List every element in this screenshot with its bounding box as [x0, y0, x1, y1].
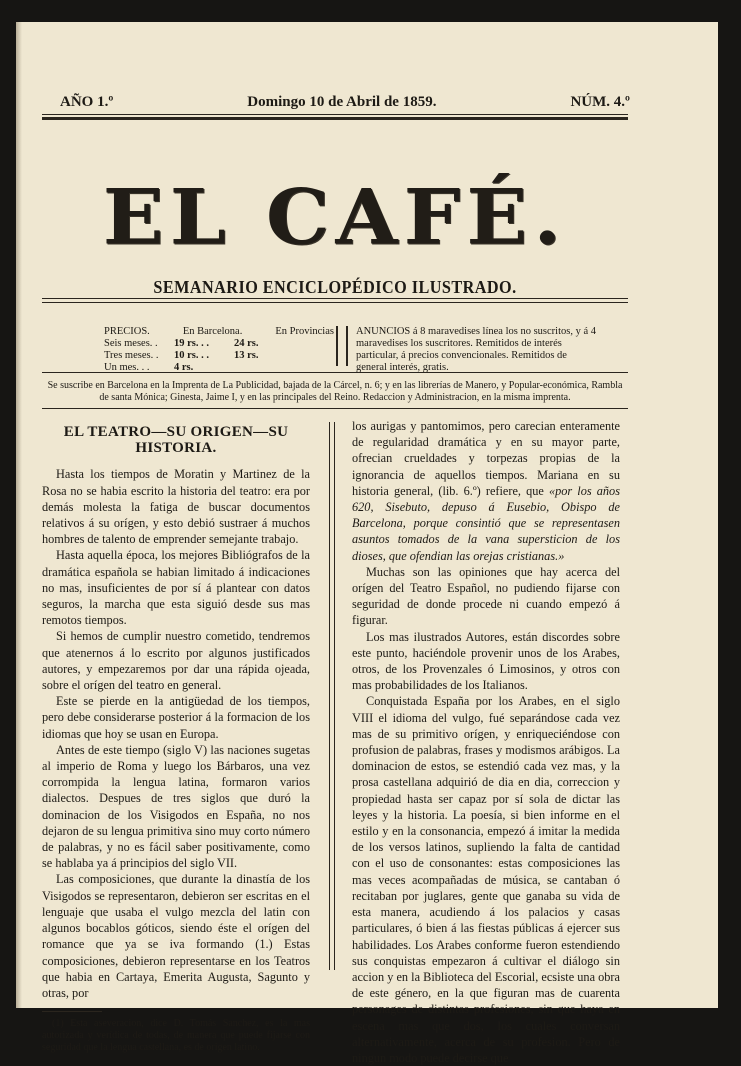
issue-line	[60, 94, 630, 111]
article-paragraph: Hasta los tiempos de Moratin y Martinez de la Rosa no se habia escrito la historia del teatro: era por demás molesta la fatiga de buscar documentos relativos á su orígen, y esto debió sustraer á muchos hombres de talento de emprender semejante trabajo.	[42, 467, 310, 547]
advert-rates: ANUNCIOS á 8 maravedises línea los no suscritos, y á 4 maravedises los suscritores. Remitidos de interés particular, á precios convencionales. Remitidos de general interés, gratis.	[356, 326, 597, 373]
price-period: Seis meses. .	[104, 338, 158, 349]
price-period: Un mes. . .	[104, 362, 150, 373]
rule-above-notice	[42, 372, 628, 373]
price-barcelona: 10 rs. . .	[174, 350, 209, 361]
issue-date: Domingo 10 de Abril de 1859.	[247, 94, 437, 110]
masthead-subtitle: SEMANARIO ENCICLOPÉDICO ILUSTRADO.	[153, 277, 517, 297]
header-divider-bar	[336, 326, 348, 366]
prices-col-provinces: En Provincias	[275, 326, 334, 337]
quoted-text: «por los años 620, Sisebuto, depuso á Eusebio, Obispo de Barcelona, porque consintió que se representasen asuntos tomados de la vana supersticion de los dioses, que ofendian las orejas cristianas.»	[352, 483, 620, 563]
price-provinces: 24 rs.	[234, 338, 259, 349]
masthead-title: EL CAFÉ.	[102, 172, 568, 262]
price-period: Tres meses. .	[104, 350, 159, 361]
article-paragraph: Los mas ilustrados Autores, están discordes sobre este punto, haciéndole provenir unos de los Arabes, otros, de los Provenzales ó Limosinos, y otros con mas probabilidades de los Italianos.	[352, 629, 620, 693]
issue-number: NÚM. 4.º	[570, 94, 630, 110]
article-paragraph	[352, 418, 620, 564]
article-paragraph: Conquistada España por los Arabes, en el siglo VIII el idioma del vulgo, fué separándose cada vez mas de su primitivo orígen, y enriqueciéndose con profusion de palabras, frases y modismos arábigos. La dominacion de estos, se estendió cada vez mas, y la prosa castellana adquirió de dia en dia, correccion y propiedad hasta ser capaz por sí sola de dictar las leyes y la historia. La poesía, si bien informe en el estilo y en la consonancia, empezó á imitar la medida de los versos latinos, supliendo la falta de cantidad con el uso de consonantes: estas composiciones las mas veces acompañadas de música, se cantaban ó recitaban por juglares, gente que ganaba su vida de esta manera, acudiendo á los palacios y casas particulares, ó bien á las fiestas públicas á ejercer sus habilidades. Los Arabes conforme fueron estendiendo sus conquistas empezaron á cultivar el diálogo sin accion y en la Biblioteca del Escorial, ecsiste una obra de este género, en la que figuran mas de cuarenta personages de distintas profesiones, sin que haya en escena mas que dos, los cuales conversan alternativamente, acerca de su profesion. Pero de ningun modo puede decirse que	[352, 694, 620, 1065]
price-provinces: 13 rs.	[234, 350, 259, 361]
price-row	[104, 350, 334, 362]
price-barcelona: 19 rs. . .	[174, 338, 209, 349]
price-table	[104, 326, 334, 374]
footnote-rule	[42, 1011, 102, 1012]
footnote: (1) Esta aseveracion, dice D. Tomás Sanchez, es la mas autorizada y verídica de todas, de manera que puede fijarse con seguridad que la lengua castellana, es de origen latino.	[42, 1018, 310, 1054]
article-paragraph: Las composiciones, que durante la dinastía de los Visigodos se representaron, debieron ser escritas en el lenguaje que usaba el vulgo mezcla del latin con algunos bocablos góticos, siendo éste el orígen del romance que ya se iva formando (1.) Estas composiciones, debieron representarse en los Teatros que habia en Cartaya, Emerita Augusta, Sagunto y otras, por	[42, 872, 310, 1000]
article-paragraph: Muchas son las opiniones que hay acerca del orígen del Teatro Español, no pudiendo fijarse con seguridad de donde procede ni cuando empezó á figurar.	[352, 564, 620, 628]
continued-text: los aurigas y pantomimos, pero carecian enteramente de regularidad dramática y en su mayor parte, ofrecian crueldades y torpezas propias de la ignorancia de aquellos tiempos. Mariana en su historia general, (lib. 6.º) refiere, que	[352, 419, 620, 498]
page-edge-shadow	[16, 22, 22, 1008]
article-paragraph: Si hemos de cumplir nuestro cometido, tendremos que atenernos á lo escrito por algunos justificados autores, y empezaremos por dar una rápida ojeada, sobre el orígen del teatro en general.	[42, 629, 310, 693]
price-barcelona: 4 rs.	[174, 362, 194, 373]
rule-top-thin	[42, 114, 628, 115]
rule-below-notice	[42, 408, 628, 409]
article-paragraph: Antes de este tiempo (siglo V) las naciones sugetas al imperio de Roma y luego los Bárbaros, una vez corrompida la lengua latina, formaron varios dialectos. Despues de tres siglos que duró la dominacion de los Visigodos en España, no nos dejaron de su lengua primitiva sino muy corto número de palabras, y no es fácil saber positivamente, como se hablaba ya á principios del siglo VII.	[42, 742, 310, 871]
article-paragraph: Hasta aquella época, los mejores Bibliógrafos de la dramática española se habian limitado á indicaciones no mas, insuficientes de por sí á plantear con datos seguros, la marcha que esta siguió desde sus mas remotos tiempos.	[42, 548, 310, 628]
rule-top-thick	[42, 117, 628, 120]
prices-col-barcelona: En Barcelona.	[182, 326, 243, 337]
issue-year: AÑO 1.º	[60, 94, 114, 110]
newspaper-page	[16, 22, 718, 1065]
article-paragraph: Este se pierde en la antigüedad de los tiempos, pero debe considerarse posterior á la formacion de los idiomas que hoy se usan en Europa.	[42, 694, 310, 741]
prices-label: PRECIOS.	[104, 326, 150, 337]
subscription-notice: Se suscribe en Barcelona en la Imprenta de La Publicidad, bajada de la Cárcel, n. 6; y en las librerías de Manero, y Popular-económica, Rambla de santa Mónica; Ginesta, Jaime I, y en las principales del Reino. Redaccion y Administracion, en la misma imprenta.	[47, 380, 623, 403]
column-separator	[329, 422, 335, 970]
article-heading: EL TEATRO—SU ORIGEN—SU HISTORIA.	[63, 424, 289, 457]
rule-under-subtitle	[42, 298, 628, 299]
article-column-right	[352, 418, 620, 1066]
article-column-left	[42, 422, 310, 1054]
price-row	[104, 338, 334, 350]
rule-under-subtitle-2	[42, 302, 628, 303]
